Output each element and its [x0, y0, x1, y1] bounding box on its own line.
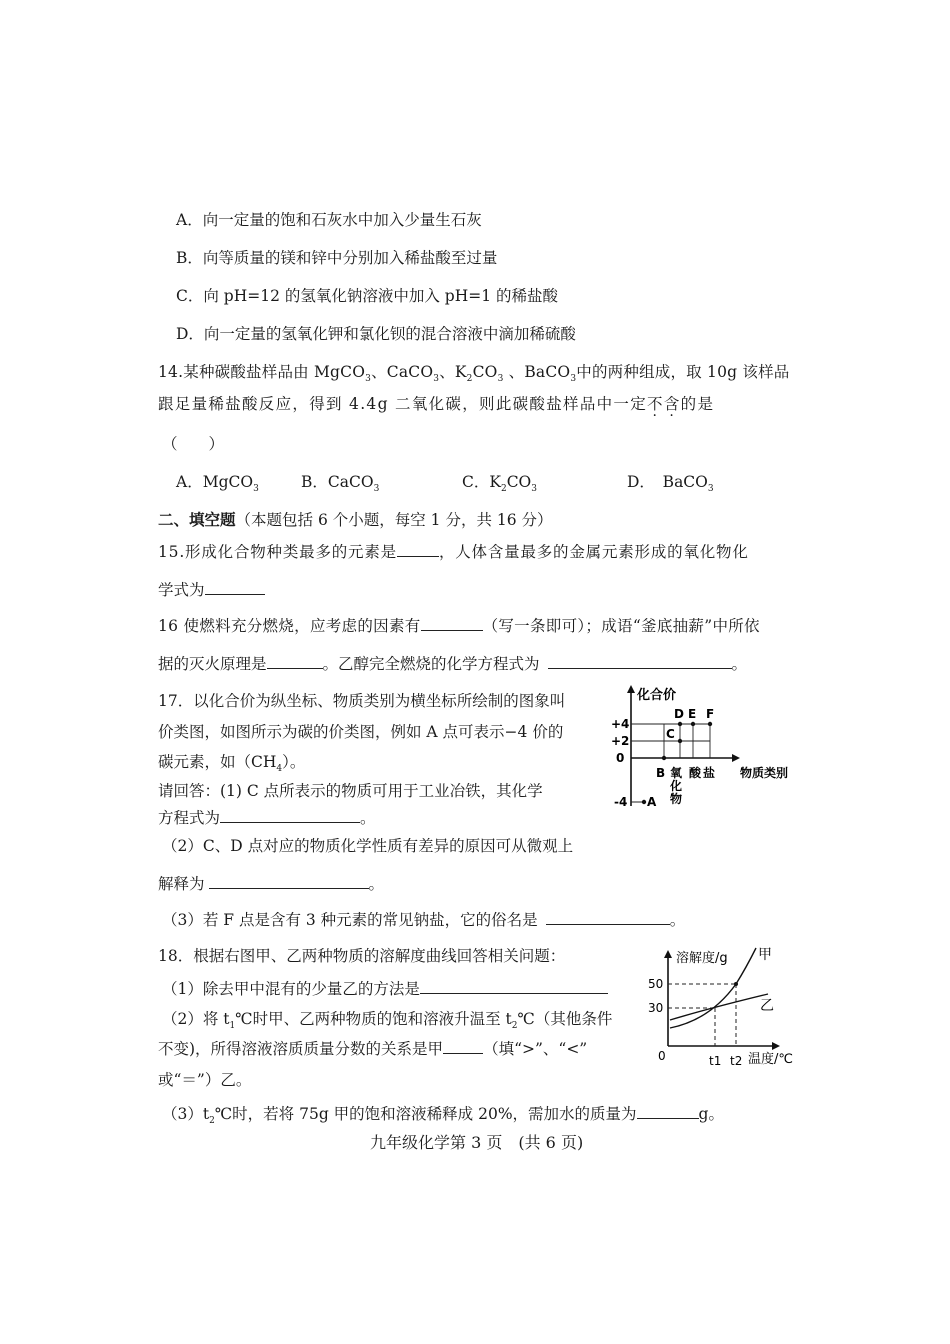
- q15-line2: 学式为: [158, 578, 265, 600]
- valence-label-c: C: [666, 727, 675, 741]
- valence-label-b: B: [656, 766, 666, 780]
- valence-x-arrow-icon: [732, 754, 740, 762]
- solubility-x-label: 温度/℃: [748, 1052, 793, 1067]
- solubility-chart: [640, 942, 810, 1074]
- q14-option-d: D． BaCO$_3$: [627, 473, 714, 495]
- valence-tick-zero: 0: [616, 751, 625, 765]
- solubility-origin: 0: [658, 1049, 666, 1063]
- q13-option-d: D．向一定量的氢氧化钾和氯化钡的混合溶液中滴加稀硫酸: [176, 325, 576, 343]
- valence-cat-oxide-1: 氧: [670, 766, 683, 780]
- solubility-tick-t2: t2: [730, 1054, 743, 1068]
- q16-blank-2[interactable]: [267, 653, 323, 670]
- valence-cat-salt: 盐: [703, 766, 716, 780]
- q16-blank-3[interactable]: [548, 653, 732, 670]
- solubility-series-yi: 乙: [760, 998, 774, 1014]
- valence-tick-plus4: +4: [611, 717, 630, 731]
- solubility-tick-50: 50: [648, 977, 664, 991]
- valence-cat-oxide-3: 物: [670, 792, 683, 806]
- valence-point-a: [642, 800, 646, 804]
- q18-blank-1[interactable]: [420, 978, 608, 995]
- q17-blank-2[interactable]: [209, 873, 369, 890]
- q13-option-a: A．向一定量的饱和石灰水中加入少量生石灰: [176, 211, 482, 229]
- q14-answer-paren: （ ）: [162, 435, 225, 453]
- q16-line1: 16 使燃料充分燃烧，应考虑的因素有 （写一条即可）；成语“釜底抽薪”中所依: [158, 614, 760, 636]
- q17-line6: （2）C、D 点对应的物质化学性质有差异的原因可从微观上: [162, 837, 574, 855]
- q17-blank-1[interactable]: [220, 807, 360, 824]
- solubility-point-t2: [734, 982, 738, 986]
- q18-line5: 或“＝”）乙。: [158, 1071, 252, 1089]
- solubility-curve-yi: [670, 994, 768, 1020]
- q18-line4: 不变)，所得溶液溶质质量分数的关系是甲 （填“>”、“<”: [158, 1037, 587, 1059]
- q18-line2: （1）除去甲中混有的少量乙的方法是: [162, 977, 608, 999]
- valence-x-label: 物质类别: [740, 766, 789, 780]
- solubility-guides: [668, 984, 736, 1046]
- q17-line3: 碳元素，如$(CH_4)$。: [158, 753, 306, 775]
- q15-line1: 15.形成化合物种类最多的元素是 ，人体含量最多的金属元素形成的氧化物化: [158, 540, 749, 562]
- solubility-series-jia: 甲: [758, 947, 772, 963]
- q16-line2: 据的灭火原理是 。乙醇完全燃烧的化学方程式为 。: [158, 652, 747, 674]
- q18-line6: $(3)t_2℃$时，若将 75g 甲的饱和溶液稀释成 20%，需加水的质量为 g。: [162, 1102, 724, 1126]
- solubility-y-label: 溶解度/g: [676, 951, 728, 966]
- valence-cat-acid: 酸: [689, 766, 702, 780]
- valence-point-c: [678, 739, 682, 743]
- q17-line8: （3）若 F 点是含有 3 种元素的常见钠盐，它的俗名是 。: [162, 908, 685, 930]
- q14-option-a: A．MgCO$_3$: [176, 473, 259, 495]
- q14-option-c: C．$K_2CO_3$: [462, 473, 537, 495]
- valence-point-b: [662, 756, 666, 760]
- q17-line7: 解释为 。: [158, 872, 384, 894]
- q17-line5: 方程式为 。: [158, 806, 376, 828]
- q17-line2: 价类图，如图所示为碳的价类图，例如 A 点可表示−4 价的: [158, 723, 564, 741]
- valence-y-label: 化合价: [637, 688, 677, 703]
- q18-line3: （2）将 $t_1℃$时甲、乙两种物质的饱和溶液升温至 $t_2℃$（其他条件: [162, 1010, 613, 1032]
- solubility-tick-30: 30: [648, 1001, 664, 1015]
- q18-line1: 18．根据右图甲、乙两种物质的溶解度曲线回答相关问题：: [158, 947, 566, 965]
- solubility-y-arrow-icon: [664, 950, 672, 958]
- valence-point-d: [678, 722, 682, 726]
- valence-point-e: [691, 722, 695, 726]
- q17-line4: 请回答：(1) C 点所表示的物质可用于工业冶铁，其化学: [158, 782, 543, 800]
- q14-line1: 14.某种碳酸盐样品由 MgCO$_3$、CaCO$_3$、$K_2CO_3$ 、BaCO$_3$中的两种组成，取 10g 该样品: [158, 363, 790, 385]
- valence-label-d: D: [674, 707, 684, 721]
- section-heading: 二、填空题（本题包括 6 个小题，每空 1 分，共 16 分）: [158, 510, 553, 529]
- valence-label-e: E: [688, 707, 697, 721]
- valence-tick-plus2: +2: [611, 734, 630, 748]
- q13-option-b: B．向等质量的镁和锌中分别加入稀盐酸至过量: [176, 249, 498, 267]
- q17-line1: 17．以化合价为纵坐标、物质类别为横坐标所绘制的图象叫: [158, 692, 566, 710]
- q14-line2: 跟足量稀盐酸反应，得到 4.4g 二氧化碳，则此碳酸盐样品中一定不含的是: [158, 395, 715, 413]
- q13-option-c: C．向 pH=12 的氢氧化钠溶液中加入 pH=1 的稀盐酸: [176, 287, 559, 305]
- q18-blank-3[interactable]: [637, 1103, 699, 1120]
- valence-label-a: A: [647, 795, 657, 809]
- solubility-tick-t1: t1: [709, 1054, 722, 1068]
- valence-cat-oxide-2: 化: [670, 779, 683, 793]
- q14-option-b: B．CaCO$_3$: [301, 473, 380, 495]
- q18-blank-2[interactable]: [443, 1038, 483, 1055]
- emphasis-dot-bu: 不: [647, 395, 664, 413]
- valence-y-arrow-icon: [627, 685, 635, 693]
- valence-label-f: F: [706, 707, 715, 721]
- q17-blank-3[interactable]: [546, 909, 670, 926]
- solubility-x-arrow-icon: [772, 1042, 780, 1050]
- q16-blank-1[interactable]: [421, 615, 483, 632]
- q15-blank-2[interactable]: [205, 579, 265, 596]
- page-footer: 九年级化学第 3 页 (共 6 页): [370, 1133, 584, 1152]
- emphasis-dot-han: 含: [663, 395, 681, 413]
- valence-point-f: [708, 722, 712, 726]
- valence-chart: [600, 682, 810, 812]
- q15-blank-1[interactable]: [397, 541, 439, 558]
- valence-tick-minus4: -4: [614, 795, 628, 809]
